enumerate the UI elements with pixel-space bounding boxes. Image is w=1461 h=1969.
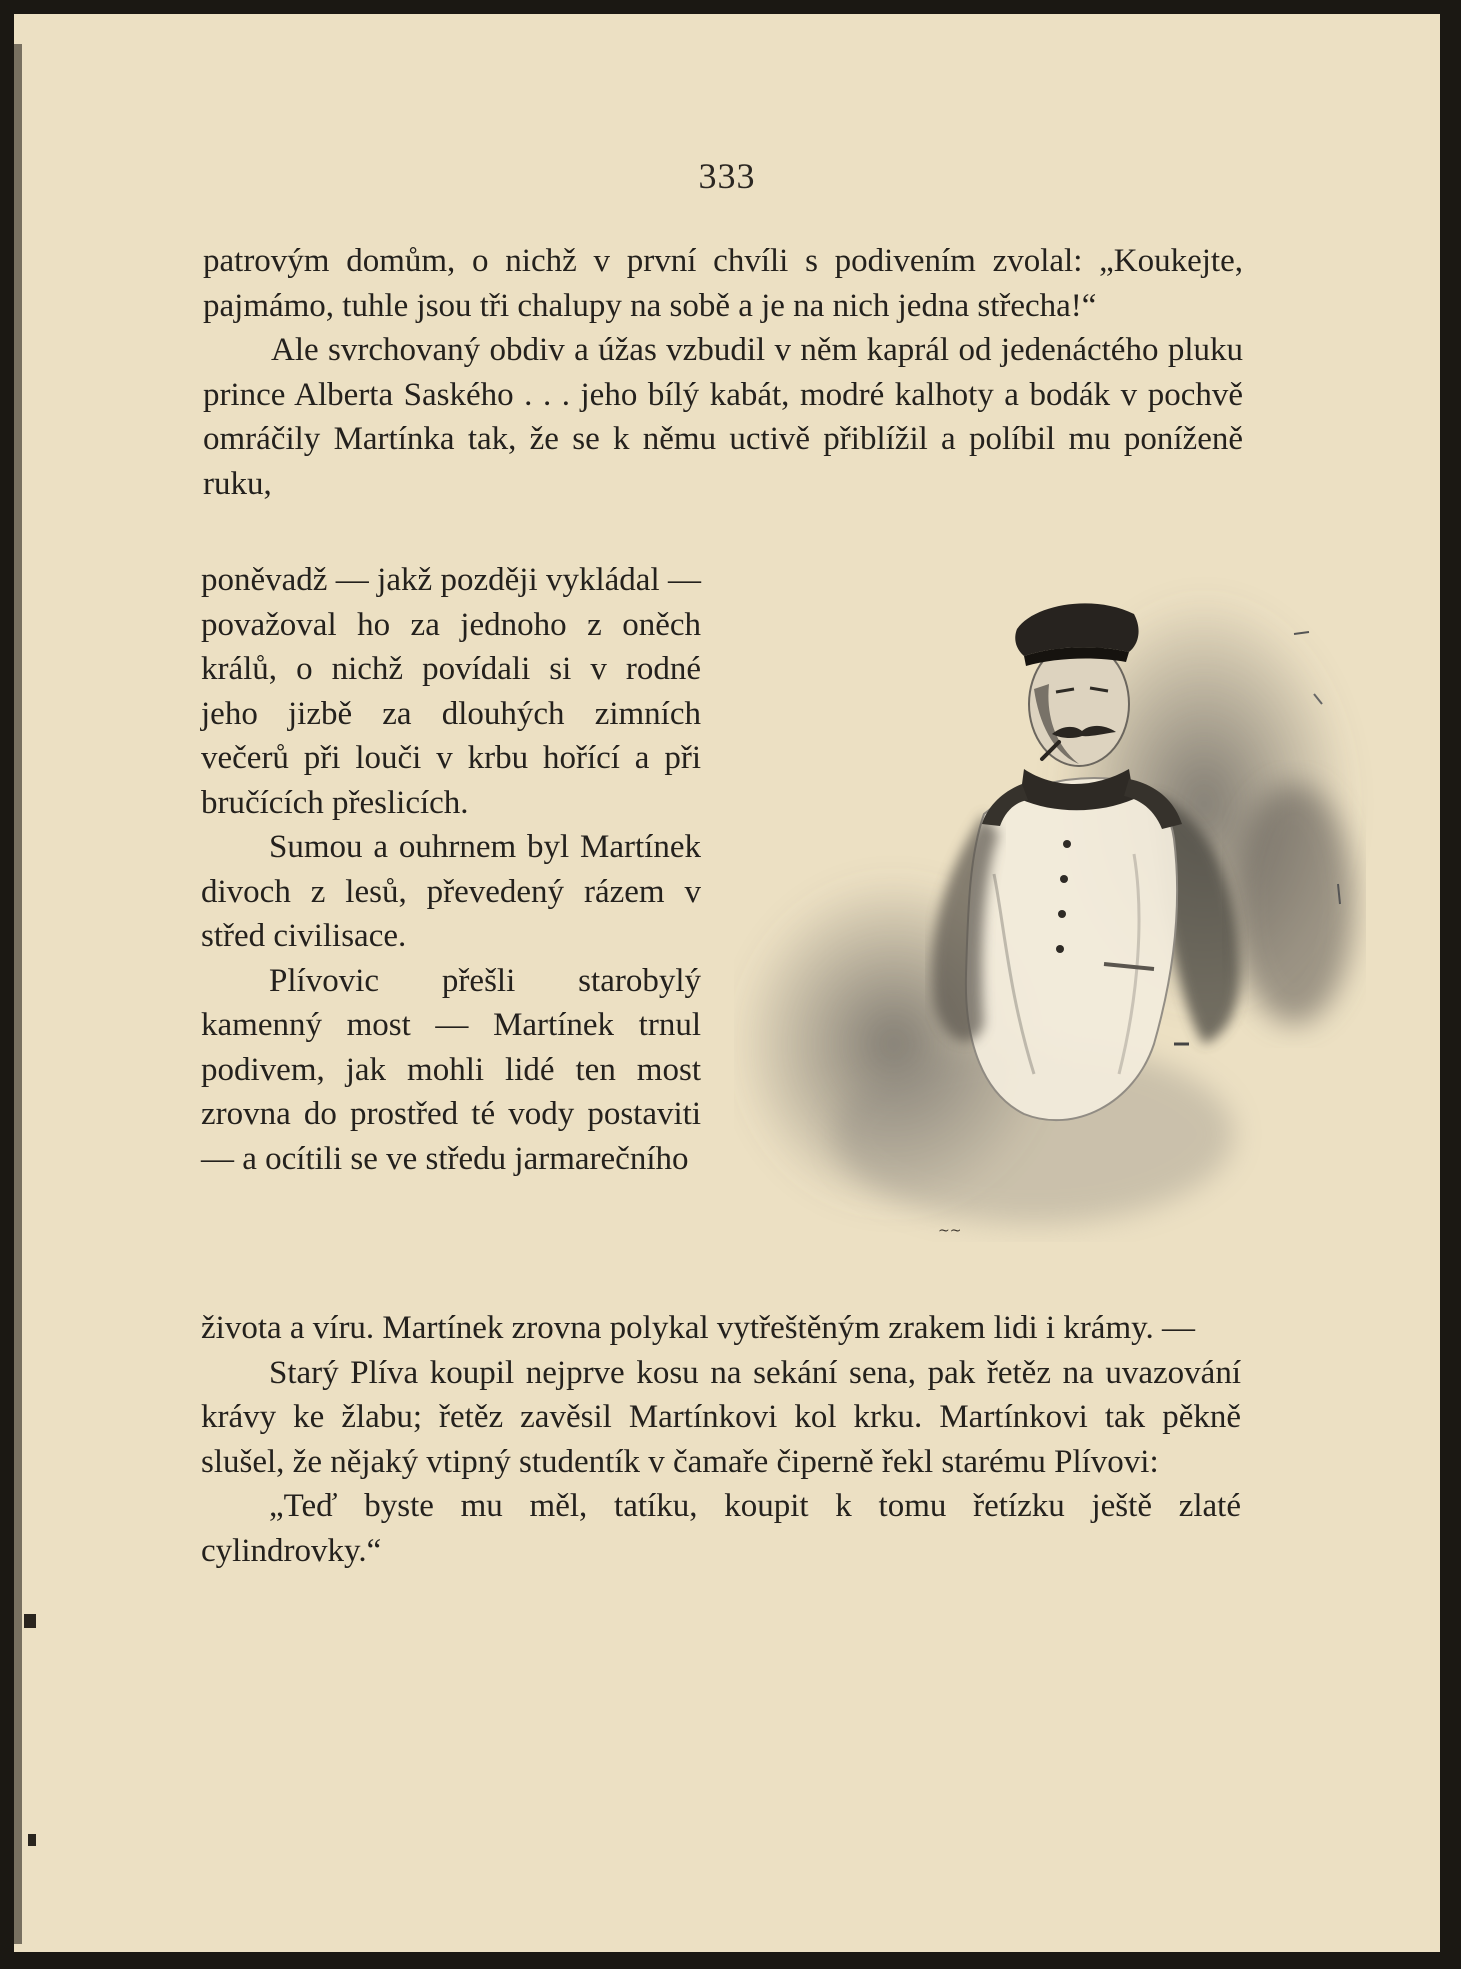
- page-number: 333: [698, 156, 756, 196]
- paragraph: Starý Plíva koupil nejprve kosu na sekání sena, pak řetěz na uvazování krávy ke žlabu; řetěz zavěsil Martínkovi kol krku. Martínkovi tak pěkně slušel, že nějaký vtipný studentík v čamaře čiperně řekl starému Plívovi:: [201, 1354, 1241, 1480]
- paragraph: Ale svrchovaný obdiv a úžas vzbudil v něm kaprál od jedenáctého pluku prince Alberta Saského . . . jeho bílý kabát, modré kalhoty a bodák v pochvě omráčily Martínka tak, že se k němu uctivě přiblížil a políbil mu poníženě ruku,: [203, 332, 1243, 502]
- soldier-illustration: [734, 574, 1374, 1274]
- paragraph: patrovým domům, o nichž v první chvíli s podivením zvolal: „Koukejte, pajmámo, tuhle jsou tři chalupy na sobě a je na nich jedna střecha!“: [203, 243, 1243, 324]
- paragraph: „Teď byste mu měl, tatíku, koupit k tomu řetízku ještě zlaté cylindrovky.“: [201, 1488, 1241, 1569]
- paragraph: poněvadž — jakž později vykládal — považoval ho za jednoho z oněch králů, o nichž povídali si v rodné jeho jizbě za dlouhých zimních večerů při louči v krbu hořící a při bručících přeslicích.: [201, 562, 701, 821]
- paper-sheet: [14, 14, 1440, 1952]
- binding-edge-mark: [14, 44, 22, 1944]
- binding-edge-mark: [24, 1614, 36, 1628]
- paragraph: života a víru. Martínek zrovna polykal vytřeštěným zrakem lidi i krámy. —: [201, 1310, 1195, 1346]
- binding-edge-mark: [28, 1834, 36, 1846]
- paragraph: Plívovic přešli starobylý kamenný most — Martínek trnul podivem, jak mohli lidé ten most zrovna do prostřed té vody postaviti — a ocítili se ve středu jarmarečního: [201, 962, 701, 1177]
- artist-signature: ~~: [938, 1223, 962, 1239]
- text-block-bottom: [201, 1306, 1241, 1573]
- text-block-beside-illustration: [201, 558, 701, 1181]
- text-block-top: [203, 239, 1243, 506]
- paragraph: Sumou a ouhrnem byl Martínek divoch z lesů, převedený rázem v střed civilisace.: [201, 829, 701, 954]
